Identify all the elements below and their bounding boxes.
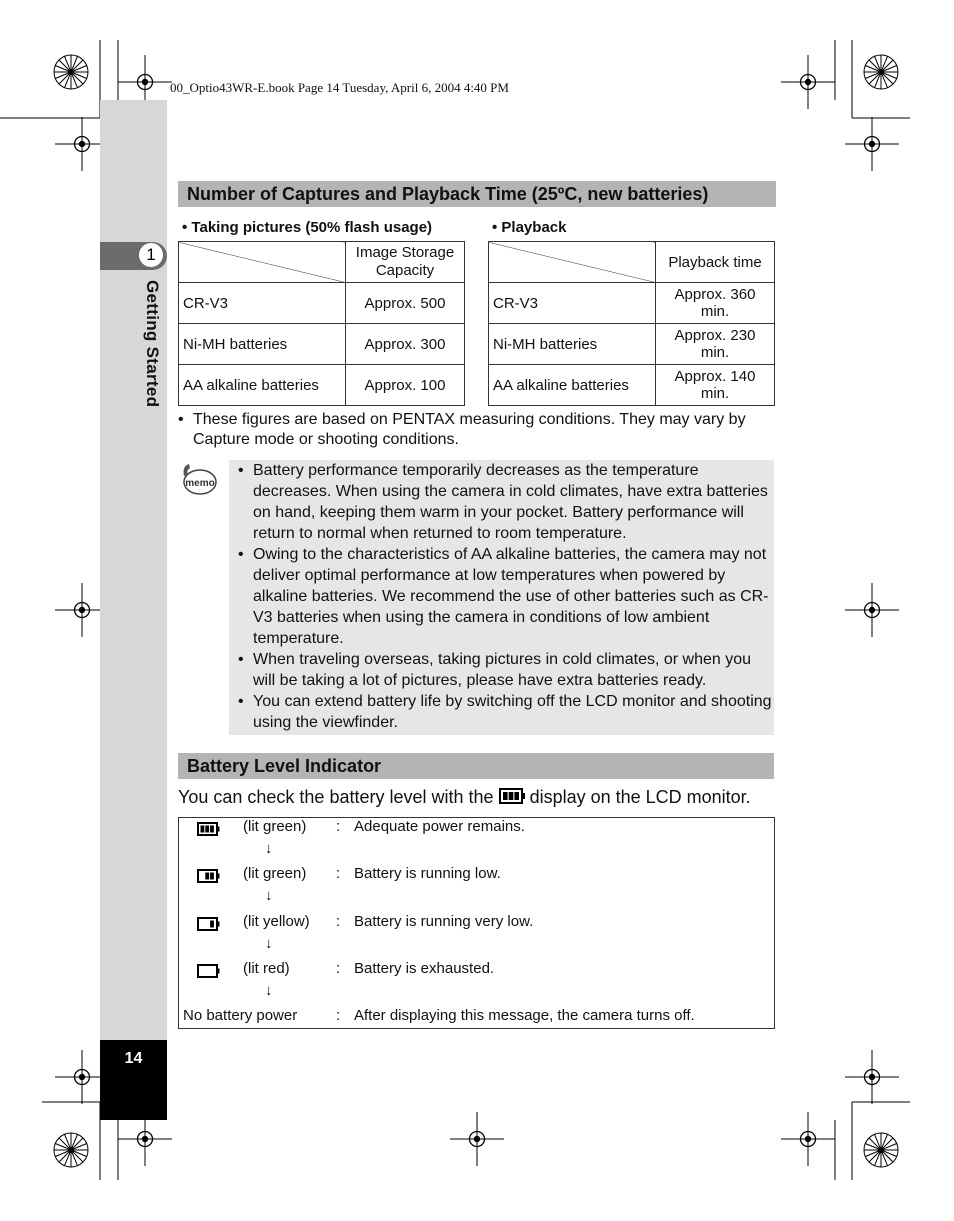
battery-empty-icon [197, 963, 221, 979]
level-color: (lit red) [243, 960, 290, 977]
table-row [179, 365, 465, 406]
level-colon: : [336, 960, 341, 977]
capacity-value: Approx. 100 [346, 365, 465, 406]
battery-type: AA alkaline batteries [179, 365, 346, 406]
battery-full-icon [197, 821, 221, 837]
measuring-note: • These figures are based on PENTAX measuring conditions. They may vary by Capture mode or shooting conditions. [178, 411, 746, 448]
no-battery-desc: After displaying this message, the camera turns off. [354, 1007, 695, 1024]
battery-intro: You can check the battery level with the display on the LCD monitor. [178, 787, 751, 807]
level-colon: : [336, 865, 341, 882]
label-playback: • Playback [492, 219, 567, 236]
level-colon: : [336, 818, 341, 835]
capacity-value: Approx. 500 [346, 283, 465, 324]
level-colon: : [336, 1007, 341, 1024]
table-corner-cell [489, 242, 656, 283]
level-color: (lit green) [243, 865, 307, 882]
table-row [489, 324, 775, 365]
level-colon: : [336, 913, 341, 930]
playback-value: Approx. 140 min. [656, 365, 775, 406]
level-desc: Battery is running very low. [354, 913, 534, 930]
capacity-value: Approx. 300 [346, 324, 465, 365]
section-title-captures: Number of Captures and Playback Time (25ºC, new batteries) [178, 181, 776, 207]
playback-value: Approx. 230 min. [656, 324, 775, 365]
table-row [179, 324, 465, 365]
table-header-playback-time: Playback time [656, 242, 775, 283]
chapter-number: 1 [139, 243, 163, 267]
memo-list [237, 460, 772, 733]
no-battery-label: No battery power [183, 1007, 298, 1024]
book-header-line: 00_Optio43WR-E.book Page 14 Tuesday, April 6, 2004 4:40 PM [170, 80, 509, 95]
level-color: (lit yellow) [243, 913, 310, 930]
battery-type: AA alkaline batteries [489, 365, 656, 406]
captures-table [178, 241, 465, 406]
memo-item: • When traveling overseas, taking pictures in cold climates, or when you will be taking a lot of pictures, please have extra batteries ready. [237, 649, 772, 691]
memo-item: • Battery performance temporarily decreases as the temperature decreases. When using the camera in cold climates, have extra batteries on hand, keeping them warm in your pocket. Battery performance will return to normal when returned to room temperature. [237, 460, 772, 544]
playback-value: Approx. 360 min. [656, 283, 775, 324]
section-title-battery-level: Battery Level Indicator [178, 753, 774, 779]
page-number: 14 [124, 1050, 143, 1067]
level-desc: Adequate power remains. [354, 818, 525, 835]
chapter-title: Getting Started [143, 280, 162, 408]
memo-item: • You can extend battery life by switching off the LCD monitor and shooting using the viewfinder. [237, 691, 772, 733]
table-row [489, 283, 775, 324]
level-arrow: ↓ [265, 840, 273, 857]
memo-icon-label: memo [185, 478, 215, 489]
label-taking-pictures: • Taking pictures (50% flash usage) [182, 219, 433, 236]
battery-full-icon [499, 788, 525, 804]
memo-item: • Owing to the characteristics of AA alkaline batteries, the camera may not deliver optimal performance at low temperatures when powered by alkaline batteries. We recommend the use of other batteries such as CR-V3 batteries when using the camera in conditions of low ambient temperature. [237, 544, 772, 649]
memo-icon [180, 462, 218, 496]
playback-table [488, 241, 775, 406]
chapter-sidebar [100, 100, 167, 1040]
level-desc: Battery is running low. [354, 865, 501, 882]
level-color: (lit green) [243, 818, 307, 835]
battery-type: Ni-MH batteries [489, 324, 656, 365]
level-arrow: ↓ [265, 982, 273, 999]
battery-type: Ni-MH batteries [179, 324, 346, 365]
table-row [489, 365, 775, 406]
level-arrow: ↓ [265, 887, 273, 904]
battery-type: CR-V3 [489, 283, 656, 324]
battery-type: CR-V3 [179, 283, 346, 324]
table-corner-cell [179, 242, 346, 283]
table-row [179, 283, 465, 324]
battery-two-thirds-icon [197, 868, 221, 884]
table-header-capacity: Image Storage Capacity [346, 242, 465, 283]
level-arrow: ↓ [265, 935, 273, 952]
level-desc: Battery is exhausted. [354, 960, 495, 977]
battery-one-third-icon [197, 916, 221, 932]
